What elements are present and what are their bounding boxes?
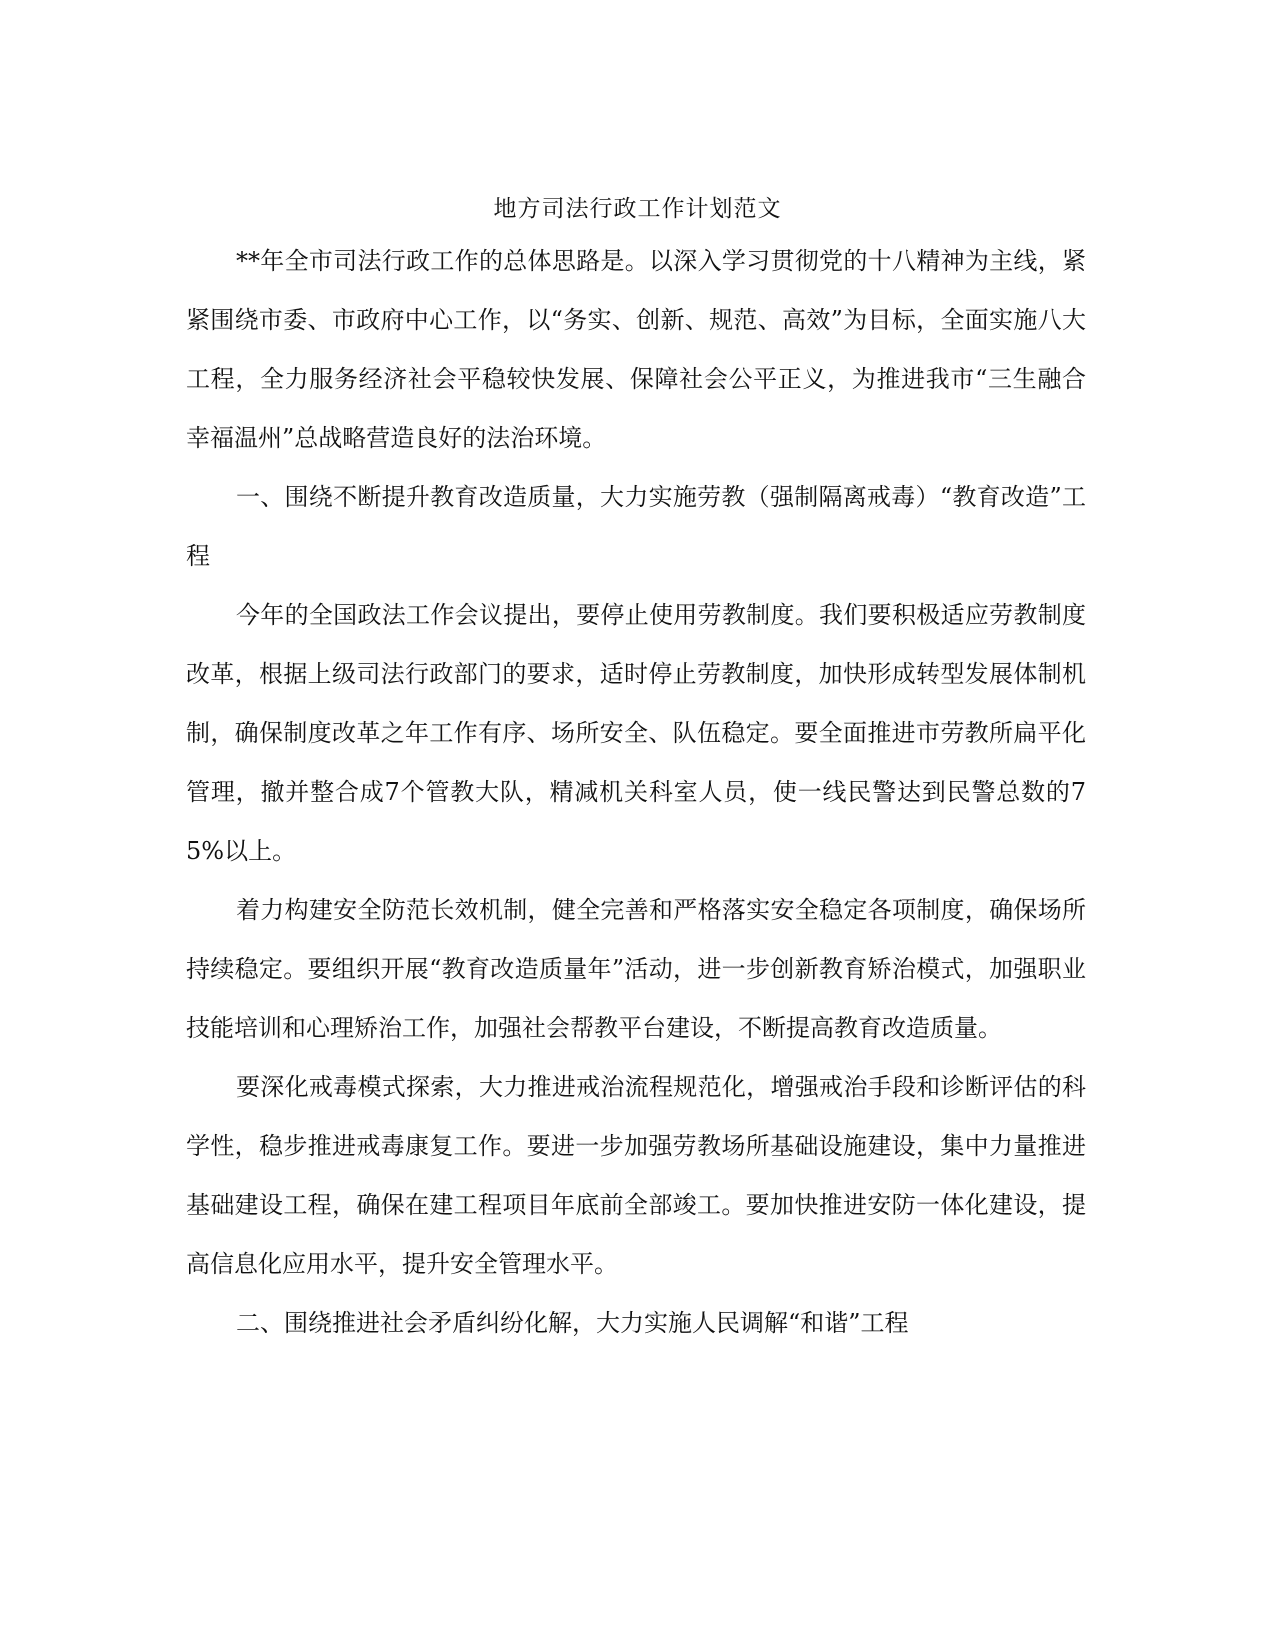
paragraph-detox: 要深化戒毒模式探索，大力推进戒治流程规范化，增强戒治手段和诊断评估的科学性，稳步推进戒毒康复工作。要进一步加强劳教场所基础设施建设，集中力量推进基础建设工程，确保在建工程项目年底前全部竣工。要加快推进安防一体化建设，提高信息化应用水平，提升安全管理水平。 (186, 1073, 1086, 1278)
paragraph-safety: 着力构建安全防范长效机制，健全完善和严格落实安全稳定各项制度，确保场所持续稳定。要组织开展“教育改造质量年”活动，进一步创新教育矫治模式，加强职业技能培训和心理矫治工作，加强社会帮教平台建设，不断提高教育改造质量。 (186, 896, 1086, 1042)
document-title: 地方司法行政工作计划范文 (493, 196, 782, 222)
document-body (186, 232, 1086, 1353)
paragraph-overview: **年全市司法行政工作的总体思路是。以深入学习贯彻党的十八精神为主线，紧紧围绕市委、市政府中心工作，以“务实、创新、规范、高效”为目标，全面实施八大工程，全力服务经济社会平稳较快发展、保障社会公平正义，为推进我市“三生融合幸福温州”总战略营造良好的法治环境。 (186, 247, 1086, 452)
section-heading-1: 一、围绕不断提升教育改造质量，大力实施劳教（强制隔离戒毒）“教育改造”工程 (186, 483, 1086, 570)
section-heading-2: 二、围绕推进社会矛盾纠纷化解，大力实施人民调解“和谐”工程 (236, 1309, 909, 1337)
paragraph-reform: 今年的全国政法工作会议提出，要停止使用劳教制度。我们要积极适应劳教制度改革，根据上级司法行政部门的要求，适时停止劳教制度，加快形成转型发展体制机制，确保制度改革之年工作有序、场所安全、队伍稳定。要全面推进市劳教所扁平化管理，撤并整合成7个管教大队，精减机关科室人员，使一线民警达到民警总数的75%以上。 (186, 601, 1086, 865)
